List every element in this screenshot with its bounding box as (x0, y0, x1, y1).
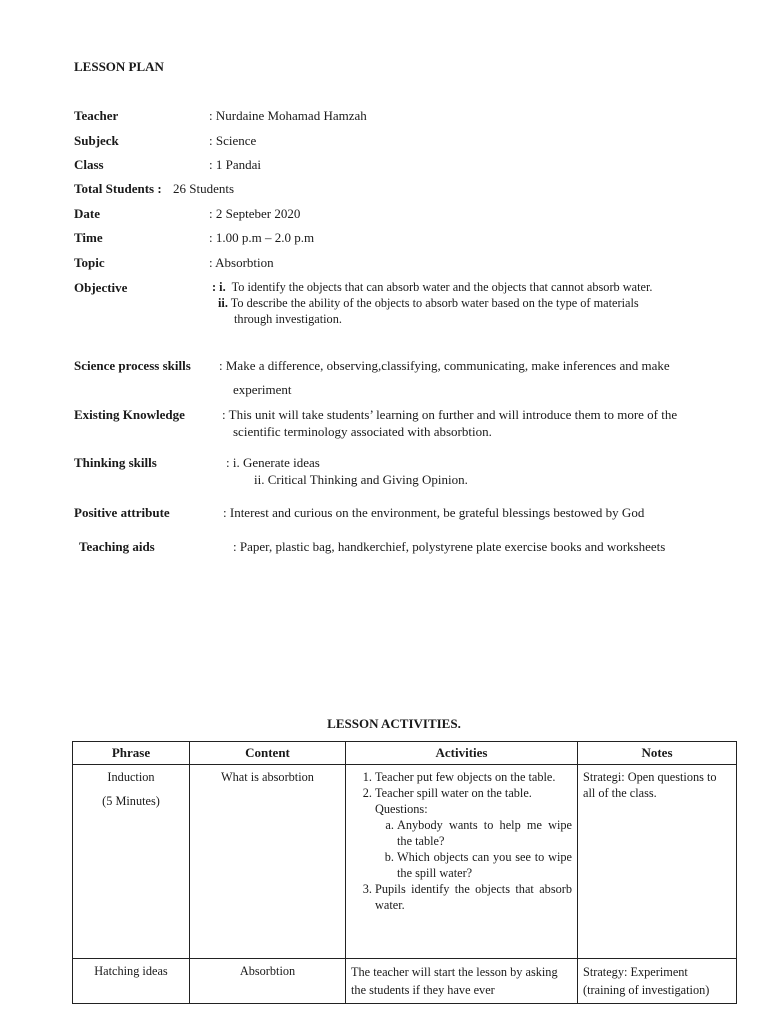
total-students-label: Total Students : (74, 181, 162, 196)
teacher-label: Teacher (74, 108, 119, 123)
activity-steps (351, 769, 572, 913)
objective-item-1 (212, 280, 652, 295)
list-item: a. Anybody wants to help me wipe the table? (397, 817, 572, 849)
existing-knowledge-value-1: : This unit will take students’ learning on further and will introduce them to more of the (222, 407, 678, 422)
time-value: : 1.00 p.m – 2.0 p.m (209, 230, 315, 245)
header-notes: Notes (578, 742, 737, 765)
table-row (73, 765, 737, 959)
header-content: Content (190, 742, 346, 765)
existing-knowledge-label: Existing Knowledge (74, 407, 185, 422)
thinking-skills-value-1: : i. Generate ideas (226, 455, 320, 470)
page-title: LESSON PLAN (74, 59, 164, 74)
objective-marker-1: : i. (212, 280, 226, 294)
notes-cell: Strategy: Experiment (training of investigation) (578, 959, 737, 1004)
class-value: : 1 Pandai (209, 157, 261, 172)
thinking-skills-label: Thinking skills (74, 455, 157, 470)
phrase-name: Induction (107, 770, 155, 784)
header-phrase: Phrase (73, 742, 190, 765)
objective-marker-2: ii. (218, 296, 228, 310)
phrase-duration: (5 Minutes) (102, 794, 160, 808)
subject-value: : Science (209, 133, 257, 148)
thinking-skills-value-2: ii. Critical Thinking and Giving Opinion. (254, 472, 468, 487)
total-students-value: 26 Students (173, 181, 235, 196)
class-label: Class (74, 157, 104, 172)
question-list (375, 817, 572, 881)
topic-value: : Absorbtion (209, 255, 274, 270)
teaching-aids-label: Teaching aids (79, 539, 155, 554)
questions-label: Questions: (375, 802, 428, 816)
list-item: 3. Pupils identify the objects that absorb water. (375, 881, 572, 913)
process-skills-value-1: : Make a difference, observing,classifying, communicating, make inferences and make (219, 358, 670, 373)
table-header-row (73, 742, 737, 765)
list-item (375, 785, 572, 881)
date-label: Date (74, 206, 100, 221)
process-skills-label: Science process skills (74, 358, 191, 373)
time-label: Time (74, 230, 103, 245)
date-value: : 2 Septeber 2020 (209, 206, 301, 221)
list-item: b. Which objects can you see to wipe the spill water? (397, 849, 572, 881)
objective-item-2 (218, 296, 639, 311)
teaching-aids-value: : Paper, plastic bag, handkerchief, polystyrene plate exercise books and worksheets (233, 539, 666, 554)
phrase-cell (73, 765, 190, 959)
activities-cell (346, 765, 578, 959)
list-item: 1. Teacher put few objects on the table. (375, 769, 572, 785)
table-row (73, 959, 737, 1004)
objective-text-2: To describe the ability of the objects to absorb water based on the type of materials (230, 296, 639, 310)
objective-text-1: To identify the objects that can absorb water and the objects that cannot absorb water. (231, 280, 653, 294)
objective-text-3: through investigation. (234, 312, 342, 326)
positive-attribute-value: : Interest and curious on the environment, be grateful blessings bestowed by God (223, 505, 645, 520)
activities-heading: LESSON ACTIVITIES. (327, 716, 461, 731)
content-cell: What is absorbtion (190, 765, 346, 959)
existing-knowledge-value-2: scientific terminology associated with absorbtion. (233, 424, 492, 439)
topic-label: Topic (74, 255, 105, 270)
activities-table (72, 741, 737, 1004)
notes-cell: Strategi: Open questions to all of the class. (578, 765, 737, 959)
teacher-value: : Nurdaine Mohamad Hamzah (209, 108, 367, 123)
header-activities: Activities (346, 742, 578, 765)
positive-attribute-label: Positive attribute (74, 505, 170, 520)
process-skills-value-2: experiment (233, 382, 292, 397)
phrase-cell: Hatching ideas (73, 959, 190, 1004)
objective-label: Objective (74, 280, 128, 295)
subject-label: Subjeck (74, 133, 119, 148)
activities-cell: The teacher will start the lesson by asking the students if they have ever (346, 959, 578, 1004)
content-cell: Absorbtion (190, 959, 346, 1004)
step-text: Teacher spill water on the table. (375, 786, 532, 800)
